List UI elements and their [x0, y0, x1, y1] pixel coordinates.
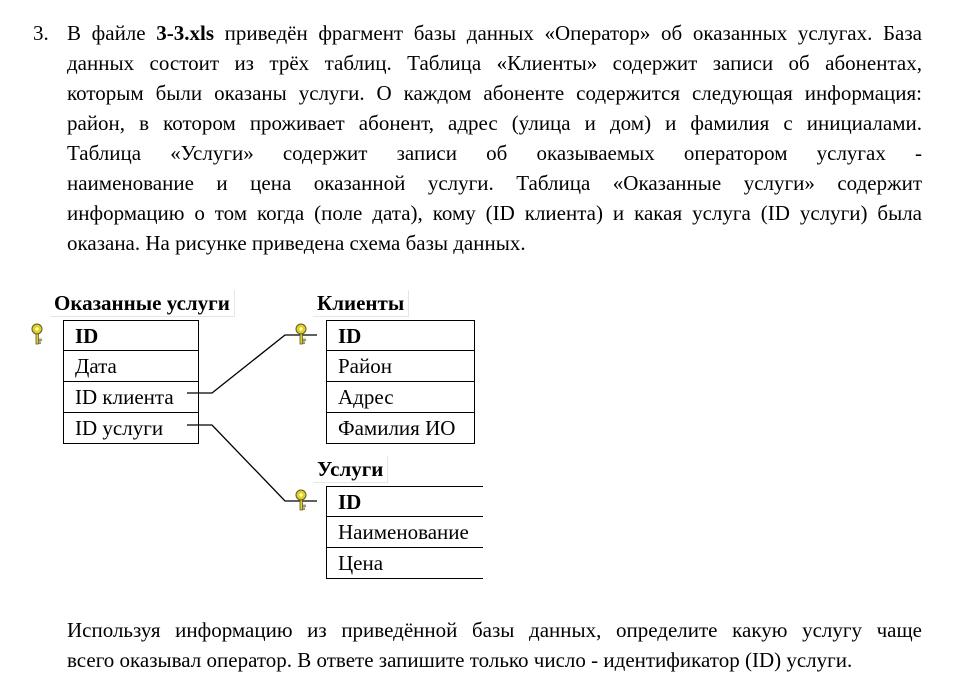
intro-line: наименование и цена оказанной услуги. Таблица «Оказанные услуги» содержит: [67, 171, 922, 195]
task-description: [67, 18, 922, 258]
table-clients: [326, 320, 475, 444]
relation-line-client: [187, 335, 317, 393]
intro-line: оказана. На рисунке приведена схема базы данных.: [67, 231, 526, 255]
intro-line: данных состоит из трёх таблиц. Таблица «Клиенты» содержит записи об абонентах,: [67, 51, 922, 75]
key-icon: [296, 324, 306, 344]
field-address: Адрес: [326, 382, 475, 413]
key-icon: [296, 490, 306, 510]
question-line: всего оказывал оператор. В ответе запишите только число - идентификатор (ID) услуги.: [67, 648, 853, 672]
field-district: Район: [326, 351, 475, 382]
task-number: 3.: [33, 21, 49, 45]
relation-line-service: [187, 425, 317, 501]
table-title-clients: Клиенты: [313, 290, 409, 317]
field-name: Наименование: [326, 517, 483, 548]
intro-line: район, в котором проживает абонент, адрес (улица и дом) и фамилия с инициалами.: [67, 111, 922, 135]
table-title-services: Услуги: [313, 456, 388, 483]
field-id: ID: [326, 320, 475, 351]
key-icon: [32, 324, 42, 344]
field-surname: Фамилия ИО: [326, 413, 475, 444]
intro-line: которым были оказаны услуги. О каждом абоненте содержится следующая информация:: [67, 81, 922, 105]
field-id: ID: [63, 320, 199, 351]
field-price: Цена: [326, 548, 483, 579]
table-services-rendered: [63, 320, 199, 444]
intro-line: информацию о том когда (поле дата), кому (ID клиента) и какая услуга (ID услуги) была: [67, 201, 922, 225]
table-services: [326, 486, 483, 579]
table-title-services-rendered: Оказанные услуги: [50, 290, 235, 317]
question-line: Используя информацию из приведённой базы данных, определите какую услугу чаще: [67, 618, 922, 642]
file-name: 3-3.xls: [156, 21, 214, 45]
field-date: Дата: [63, 351, 199, 382]
field-client-id: ID клиента: [63, 382, 199, 413]
intro-line: Таблица «Услуги» содержит записи об оказываемых оператором услугах -: [67, 141, 922, 165]
intro-line: В файле 3-3.xls приведён фрагмент базы данных «Оператор» об оказанных услугах. База: [67, 21, 922, 45]
field-id: ID: [326, 486, 483, 517]
task-question: [67, 615, 922, 675]
field-service-id: ID услуги: [63, 413, 199, 444]
